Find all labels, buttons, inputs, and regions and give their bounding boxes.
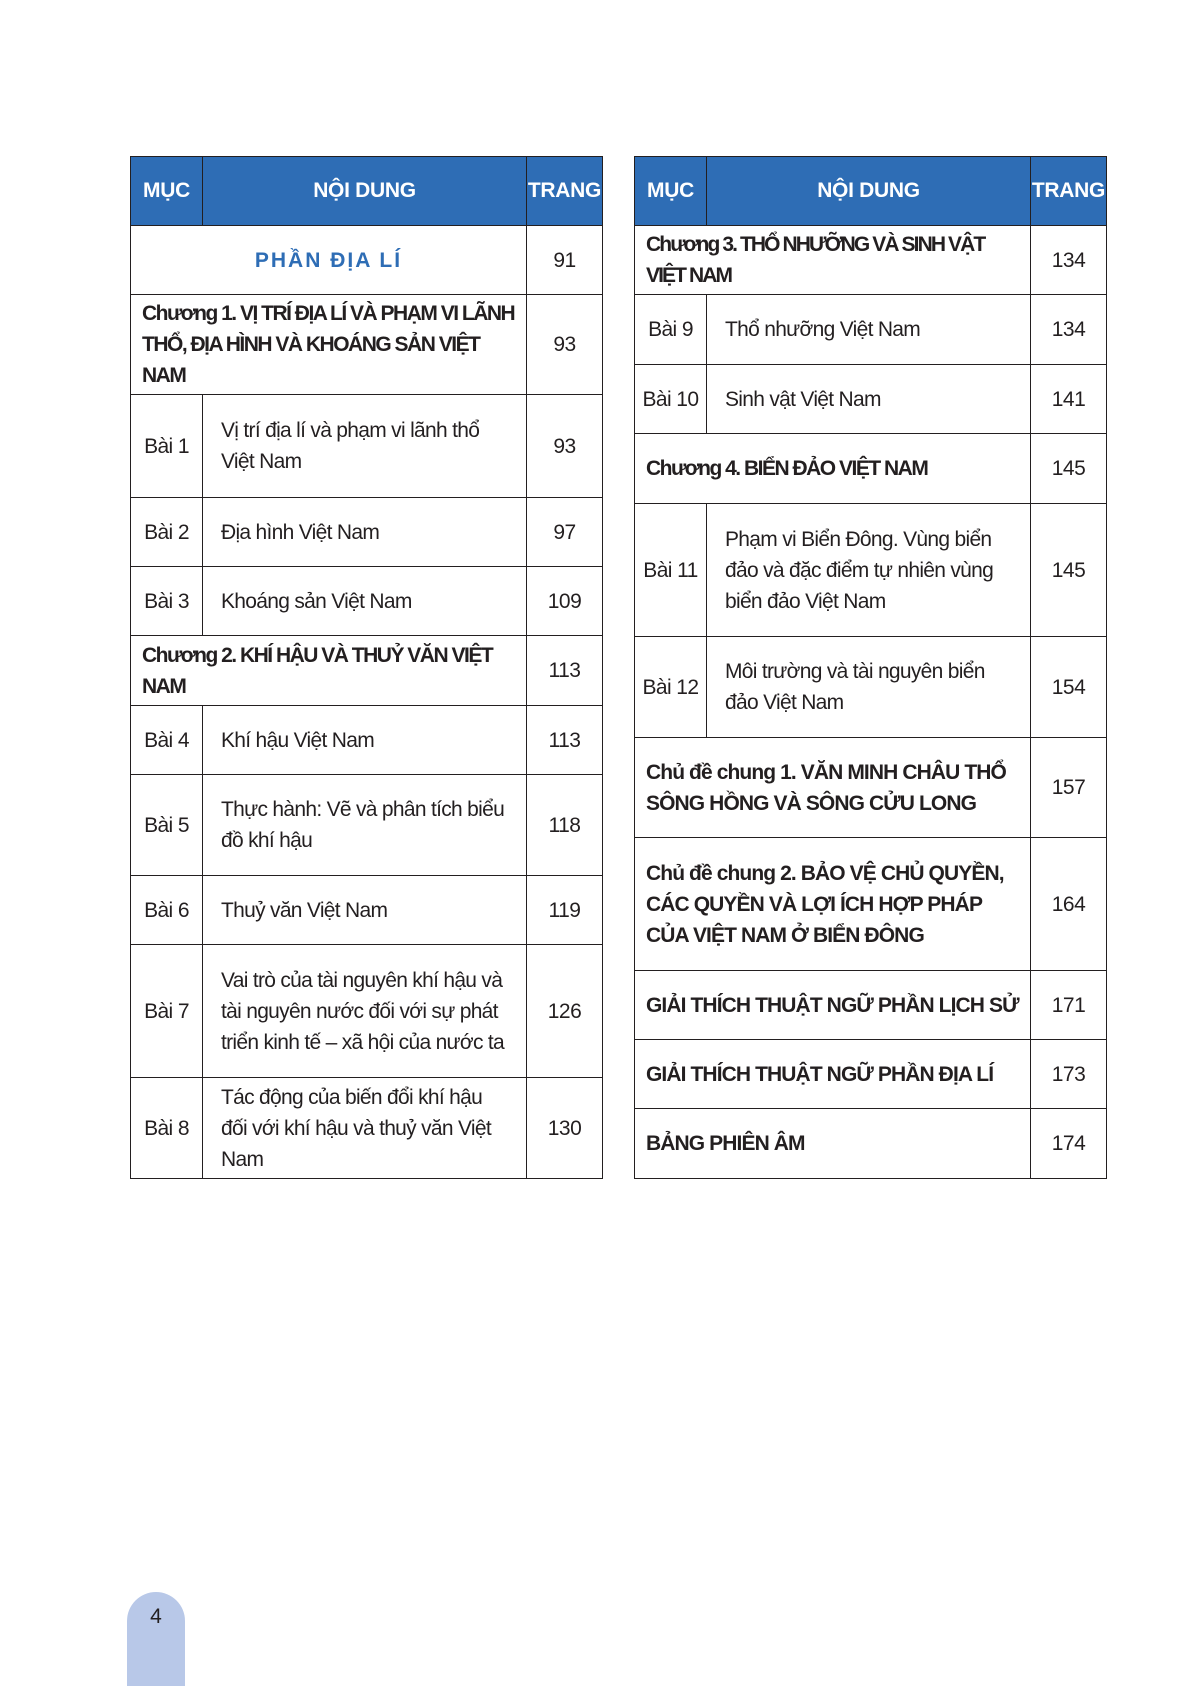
page-number-cell: 119 bbox=[527, 876, 603, 945]
lesson-row bbox=[635, 365, 1107, 434]
page-number-cell: 93 bbox=[527, 295, 603, 395]
header-trang: TRANG bbox=[1031, 157, 1107, 226]
glossary-title: GIẢI THÍCH THUẬT NGỮ PHẦN ĐỊA LÍ bbox=[635, 1040, 1031, 1109]
glossary-title: GIẢI THÍCH THUẬT NGỮ PHẦN LỊCH SỬ bbox=[635, 971, 1031, 1040]
lesson-title: Khoáng sản Việt Nam bbox=[203, 567, 527, 636]
lesson-row bbox=[131, 567, 603, 636]
lesson-label: Bài 10 bbox=[635, 365, 707, 434]
lesson-row bbox=[131, 498, 603, 567]
lesson-label: Bài 8 bbox=[131, 1078, 203, 1179]
lesson-title: Vai trò của tài nguyên khí hậu và tài nguyên nước đối với sự phát triển kinh tế – xã hội của nước ta bbox=[203, 945, 527, 1078]
header-muc: MỤC bbox=[635, 157, 707, 226]
lesson-label: Bài 5 bbox=[131, 775, 203, 876]
lesson-title: Thổ nhưỡng Việt Nam bbox=[707, 295, 1031, 365]
chapter-title: Chương 2. KHÍ HẬU VÀ THUỶ VĂN VIỆT NAM bbox=[131, 636, 527, 706]
header-noi-dung: NỘI DUNG bbox=[203, 157, 527, 226]
page-number-cell: 109 bbox=[527, 567, 603, 636]
part-title: PHẦN ĐỊA LÍ bbox=[131, 226, 527, 295]
chapter-row bbox=[635, 226, 1107, 295]
glossary-row bbox=[635, 1040, 1107, 1109]
lesson-label: Bài 9 bbox=[635, 295, 707, 365]
lesson-label: Bài 3 bbox=[131, 567, 203, 636]
chapter-title: Chương 4. BIỂN ĐẢO VIỆT NAM bbox=[635, 434, 1031, 504]
lesson-row bbox=[131, 1078, 603, 1179]
page-number-cell: 157 bbox=[1031, 738, 1107, 838]
lesson-row bbox=[635, 637, 1107, 738]
phonetic-row bbox=[635, 1109, 1107, 1179]
lesson-label: Bài 12 bbox=[635, 637, 707, 738]
page-number-cell: 113 bbox=[527, 636, 603, 706]
header-row bbox=[635, 157, 1107, 226]
page-number-cell: 113 bbox=[527, 706, 603, 775]
header-noi-dung: NỘI DUNG bbox=[707, 157, 1031, 226]
page-number-cell: 134 bbox=[1031, 295, 1107, 365]
lesson-label: Bài 6 bbox=[131, 876, 203, 945]
lesson-row bbox=[131, 775, 603, 876]
lesson-label: Bài 2 bbox=[131, 498, 203, 567]
page-number-cell: 134 bbox=[1031, 226, 1107, 295]
lesson-row bbox=[635, 504, 1107, 637]
header-trang: TRANG bbox=[527, 157, 603, 226]
chapter-title: Chương 1. VỊ TRÍ ĐỊA LÍ VÀ PHẠM VI LÃNH THỔ, ĐỊA HÌNH VÀ KHOÁNG SẢN VIỆT NAM bbox=[131, 295, 527, 395]
topic-title: Chủ đề chung 2. BẢO VỆ CHỦ QUYỀN, CÁC QUYỀN VÀ LỢI ÍCH HỢP PHÁP CỦA VIỆT NAM Ở BIỂN ĐÔNG bbox=[635, 838, 1031, 971]
lesson-row bbox=[131, 876, 603, 945]
lesson-row bbox=[131, 395, 603, 498]
page-number-cell: 171 bbox=[1031, 971, 1107, 1040]
page-number-cell: 97 bbox=[527, 498, 603, 567]
page-number-cell: 164 bbox=[1031, 838, 1107, 971]
lesson-title: Sinh vật Việt Nam bbox=[707, 365, 1031, 434]
toc-table-left bbox=[130, 156, 603, 1179]
page-number-cell: 174 bbox=[1031, 1109, 1107, 1179]
lesson-title: Khí hậu Việt Nam bbox=[203, 706, 527, 775]
topic-row bbox=[635, 838, 1107, 971]
page-number-cell: 91 bbox=[527, 226, 603, 295]
glossary-row bbox=[635, 971, 1107, 1040]
page-number: 4 bbox=[150, 1605, 162, 1628]
chapter-row bbox=[635, 434, 1107, 504]
chapter-title: Chương 3. THỔ NHƯỠNG VÀ SINH VẬT VIỆT NAM bbox=[635, 226, 1031, 295]
lesson-title: Phạm vi Biển Đông. Vùng biển đảo và đặc điểm tự nhiên vùng biển đảo Việt Nam bbox=[707, 504, 1031, 637]
lesson-title: Môi trường và tài nguyên biển đảo Việt Nam bbox=[707, 637, 1031, 738]
page-number-cell: 154 bbox=[1031, 637, 1107, 738]
header-row bbox=[131, 157, 603, 226]
chapter-row bbox=[131, 636, 603, 706]
topic-title: Chủ đề chung 1. VĂN MINH CHÂU THỔ SÔNG HỒNG VÀ SÔNG CỬU LONG bbox=[635, 738, 1031, 838]
lesson-title: Vị trí địa lí và phạm vi lãnh thổ Việt Nam bbox=[203, 395, 527, 498]
lesson-label: Bài 11 bbox=[635, 504, 707, 637]
topic-row bbox=[635, 738, 1107, 838]
part-row bbox=[131, 226, 603, 295]
lesson-title: Thực hành: Vẽ và phân tích biểu đồ khí hậu bbox=[203, 775, 527, 876]
page-number-cell: 141 bbox=[1031, 365, 1107, 434]
lesson-title: Tác động của biến đổi khí hậu đối với khí hậu và thuỷ văn Việt Nam bbox=[203, 1078, 527, 1179]
header-muc: MỤC bbox=[131, 157, 203, 226]
page-number-cell: 126 bbox=[527, 945, 603, 1078]
lesson-label: Bài 1 bbox=[131, 395, 203, 498]
phonetic-title: BẢNG PHIÊN ÂM bbox=[635, 1109, 1031, 1179]
page-number-cell: 145 bbox=[1031, 434, 1107, 504]
page-number-cell: 118 bbox=[527, 775, 603, 876]
lesson-title: Thuỷ văn Việt Nam bbox=[203, 876, 527, 945]
lesson-label: Bài 4 bbox=[131, 706, 203, 775]
page-number-cell: 93 bbox=[527, 395, 603, 498]
lesson-row bbox=[131, 706, 603, 775]
page-number-cell: 145 bbox=[1031, 504, 1107, 637]
chapter-row bbox=[131, 295, 603, 395]
page-number-cell: 130 bbox=[527, 1078, 603, 1179]
lesson-row bbox=[635, 295, 1107, 365]
page-number-cell: 173 bbox=[1031, 1040, 1107, 1109]
lesson-row bbox=[131, 945, 603, 1078]
toc-table-right bbox=[634, 156, 1107, 1179]
lesson-title: Địa hình Việt Nam bbox=[203, 498, 527, 567]
lesson-label: Bài 7 bbox=[131, 945, 203, 1078]
